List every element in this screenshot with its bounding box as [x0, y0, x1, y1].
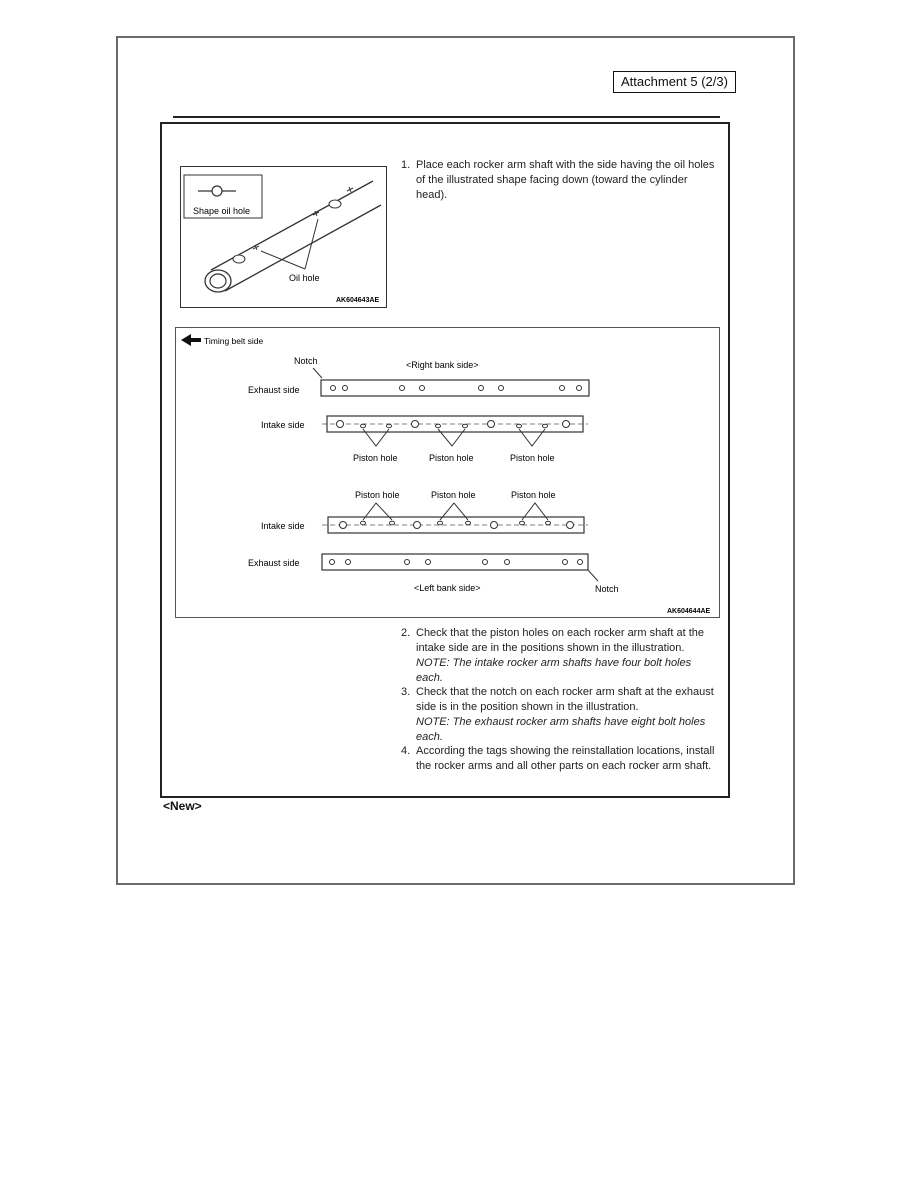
piston-label-l2: Piston hole [431, 490, 476, 500]
piston-label-r3: Piston hole [510, 453, 555, 463]
new-label: <New> [163, 799, 202, 813]
oil-hole-circle-icon [212, 186, 222, 196]
step-number: 4. [401, 745, 411, 757]
step-text: Check that the notch on each rocker arm shaft at the exhaust side is in the position shown in the illustration. [416, 686, 714, 713]
step-number: 3. [401, 686, 411, 698]
notch-label-bottom: Notch [595, 584, 619, 594]
notch-leader-top [313, 368, 322, 378]
exhaust-label-right: Exhaust side [248, 385, 300, 395]
step-text: Place each rocker arm shaft with the side having the oil holes of the illustrated shape facing down (toward the cylinder head). [416, 159, 715, 201]
rocker-layout-figure [175, 327, 720, 618]
step-1 [401, 158, 721, 203]
timing-belt-arrow-icon [181, 334, 201, 346]
intake-left-piston-holes [361, 521, 551, 525]
rocker-shaft-illustration [181, 167, 386, 307]
rocker-layout-diagram [176, 328, 719, 617]
oil-hole-label: Oil hole [289, 273, 320, 283]
step-2 [401, 626, 721, 656]
step-2-note: NOTE: The intake rocker arm shafts have four bolt holes each. [416, 657, 692, 684]
intake-label-left: Intake side [261, 521, 305, 531]
step-text: Check that the piston holes on each rocker arm shaft at the intake side are in the positions shown in the illustration. [416, 627, 704, 654]
right-bank-label: <Right bank side> [406, 360, 479, 370]
notch-leader-bottom [588, 570, 598, 581]
piston-label-r2: Piston hole [429, 453, 474, 463]
left-bank-label: <Left bank side> [414, 583, 481, 593]
step-4 [401, 744, 721, 774]
rocker-shaft-figure [180, 166, 387, 308]
notch-label-top: Notch [294, 356, 318, 366]
header-rule [173, 116, 720, 118]
figure1-code: AK604643AE [336, 297, 380, 304]
attachment-label: Attachment 5 (2/3) [613, 71, 736, 93]
step-number: 2. [401, 627, 411, 639]
shaft-hole [233, 255, 245, 263]
shaft-hole [329, 200, 341, 208]
intake-label-right: Intake side [261, 420, 305, 430]
figure2-code: AK604644AE [667, 608, 711, 615]
exhaust-shaft-right [321, 380, 589, 396]
exhaust-label-left: Exhaust side [248, 558, 300, 568]
intake-right-piston-holes [361, 424, 548, 428]
step-3-note: NOTE: The exhaust rocker arm shafts have eight bolt holes each. [416, 716, 706, 743]
piston-label-r1: Piston hole [353, 453, 398, 463]
piston-label-l1: Piston hole [355, 490, 400, 500]
timing-belt-label: Timing belt side [204, 336, 264, 346]
exhaust-shaft-left [322, 554, 588, 570]
inset-label: Shape oil hole [193, 206, 251, 216]
step-text: According the tags showing the reinstallation locations, install the rocker arms and all other parts on each rocker arm shaft. [416, 745, 715, 772]
piston-label-l3: Piston hole [511, 490, 556, 500]
step-number: 1. [401, 159, 411, 171]
oil-hole-mark [347, 187, 353, 192]
shaft-end-inner [210, 274, 226, 288]
step-3 [401, 685, 721, 715]
